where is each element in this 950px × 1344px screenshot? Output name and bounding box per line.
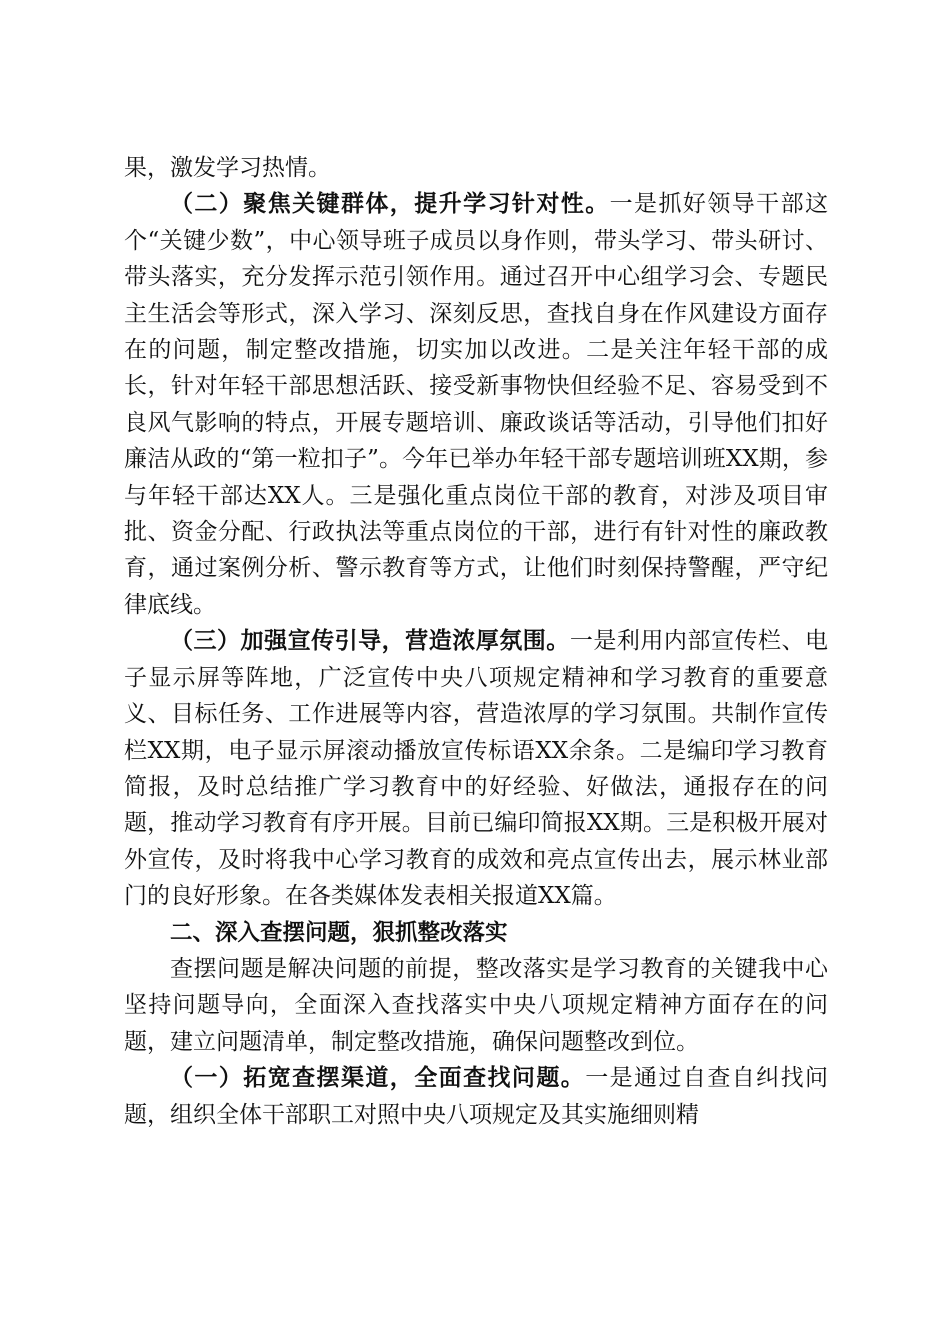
section-heading: 二、深入查摆问题，狠抓整改落实 (170, 919, 508, 946)
paragraph-continuation (124, 150, 828, 186)
paragraph-text: 一是利用内部宣传栏、电子显示屏等阵地，广泛宣传中央八项规定精神和学习教育的重要意义、目标任务、工作进展等内容，营造浓厚的学习氛围。共制作宣传栏XX期，电子显示屏滚动播放宣传标语XX余条。二是编印学习教育简报，及时总结推广学习教育中的好经验、好做法，通报存在的问题，推动学习教育有序开展。目前已编印简报XX期。三是积极开展对外宣传，及时将我中心学习教育的成效和亮点宣传出去，展示林业部门的良好形象。在各类媒体发表相关报道XX篇。 (124, 628, 829, 910)
paragraph-text: 果，激发学习热情。 (124, 155, 331, 181)
paragraph-text: 一是通过自查自纠找问题，组织全体干部职工对照中央八项规定及其实施细则精 (124, 1065, 829, 1128)
paragraph-find-problems (124, 1060, 828, 1133)
document-body (124, 150, 828, 1133)
paragraph-lead-title: （一）拓宽查摆渠道，全面查找问题。 (170, 1064, 586, 1092)
paragraph-lead-title: （三）加强宣传引导，营造浓厚氛围。 (170, 627, 570, 655)
paragraph-text: 查摆问题是解决问题的前提，整改落实是学习教育的关键我中心坚持问题导向，全面深入查找落实中央八项规定精神方面存在的问题，建立问题清单，制定整改措施，确保问题整改到位。 (124, 955, 828, 1055)
paragraph-text: 一是抓好领导干部这个“关键少数”，中心领导班子成员以身作则，带头学习、带头研讨、带头落实，充分发挥示范引领作用。通过召开中心组学习会、专题民主生活会等形式，深入学习、深刻反思，查找自身在作风建设方面存在的问题，制定整改措施，切实加以改进。二是关注年轻干部的成长，针对年轻干部思想活跃、接受新事物快但经验不足、容易受到不良风气影响的特点，开展专题培训、廉政谈话等活动，引导他们扣好廉洁从政的“第一粒扣子”。今年已举办年轻干部专题培训班XX期，参与年轻干部达XX人。三是强化重点岗位干部的教育，对涉及项目审批、资金分配、行政执法等重点岗位的干部，进行有针对性的廉政教育，通过案例分析、警示教育等方式，让他们时刻保持警醒，严守纪律底线。 (124, 191, 829, 618)
paragraph-lead-title: （二）聚焦关键群体，提升学习针对性。 (170, 190, 610, 218)
paragraph-publicity (124, 623, 828, 914)
paragraph-key-groups (124, 186, 828, 623)
paragraph-section-intro (124, 951, 828, 1060)
